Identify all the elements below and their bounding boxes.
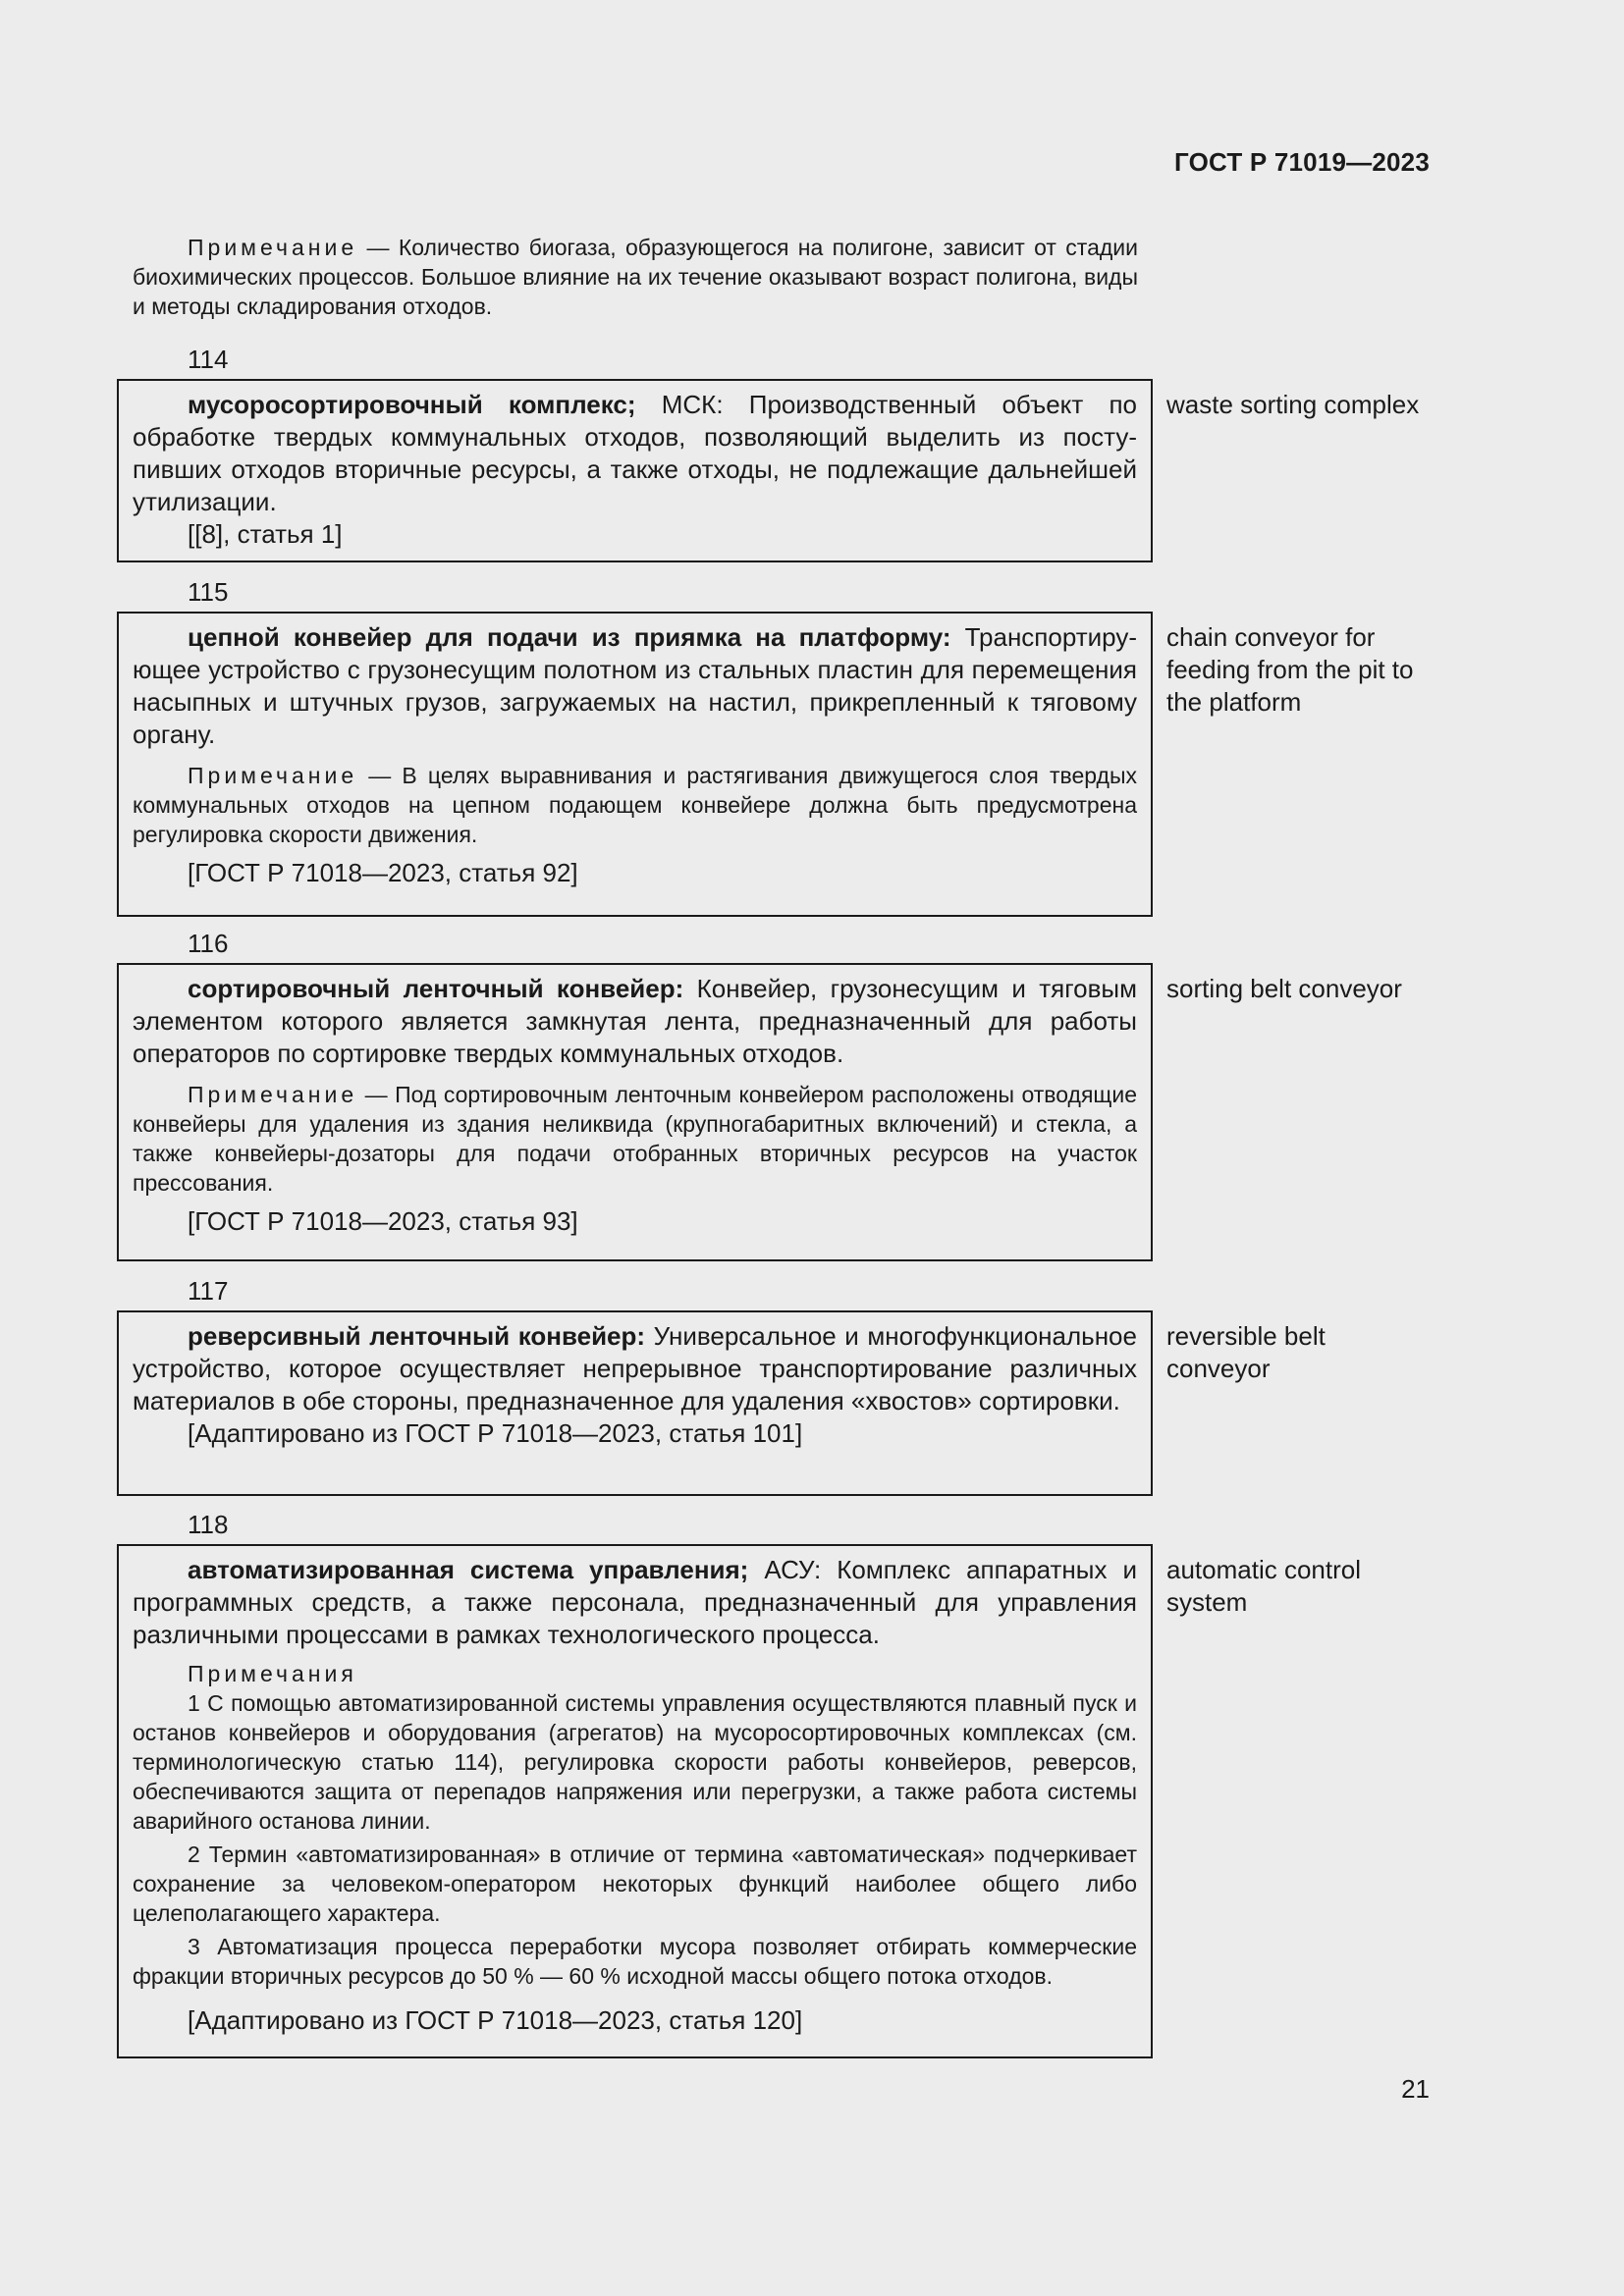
- entry-number: 114: [188, 345, 229, 374]
- lead-note: [133, 233, 1138, 321]
- entry-number: 118: [188, 1510, 229, 1539]
- definition-box: [117, 379, 1153, 562]
- entry-number: 115: [188, 577, 229, 607]
- definition-box: [117, 963, 1153, 1261]
- definition: Транспортирующее устройство с грузонесущим полотном из стальных пластин для перемещения насыпных и штучных грузов, загружаемых на настил, прикрепленный к тяговому органу.: [133, 622, 1138, 749]
- english-equivalent: waste sorting complex: [1166, 390, 1420, 419]
- definition-box: [117, 612, 1153, 917]
- note-text: — Под сортировочным ленточным конвейером расположены отводящие конвейеры для удаления из здания неликвида (крупногабаритных включений) и стекла, а также конвейеры-дозаторы для подачи отобранных вторичных ресурсов на участок прессования.: [133, 1082, 1137, 1196]
- term-entry-117: [117, 1271, 1326, 1496]
- term: реверсивный ленточный конвейер:: [188, 1321, 646, 1351]
- entry-number: 117: [188, 1276, 229, 1306]
- note-label: Примечание: [188, 235, 358, 260]
- note-text: — В целях выравнивания и растягивания движущегося слоя твердых коммунальных отходов на цепном подающем конвейере должна быть предусмотрена регулировка скорости движения.: [133, 763, 1137, 847]
- note-label: Примечание: [188, 763, 358, 788]
- note-item: 3 Автоматизация процесса переработки мусора позволяет отбирать коммерческие фракции вторичных ресурсов до 50 % — 60 % исходной массы общего потока отходов.: [133, 1934, 1137, 1989]
- definition: МСК: Производственный объект по обработке твердых коммунальных отходов, позволяющий выделить из поступивших отходов вторичные ресурсы, а также отходы, не подлежащие дальнейшей утилизации.: [133, 390, 1137, 516]
- note-item: 2 Термин «автоматизированная» в отличие от термина «автоматическая» подчеркивает сохранение за человеком-оператором некоторых функций наиболее общего либо целеполагающего характера.: [133, 1842, 1137, 1926]
- note-text: — Количество биогаза, образующегося на полигоне, зависит от стадии биохимических процессов. Большое влияние на их течение оказывают возраст полигона, виды и методы складирования отходов.: [133, 235, 1138, 319]
- source-reference: [ГОСТ Р 71018—2023, статья 92]: [188, 858, 578, 887]
- page-number: 21: [1401, 2074, 1430, 2104]
- definition-box: [117, 1544, 1153, 2058]
- definition: Универсальное и многофункциональное устройство, которое осуществляет непрерывное транспортирование различных материалов в обе стороны, предназначенное для удаления «хвостов» сортировки.: [133, 1321, 1137, 1415]
- term: сортировочный ленточный конвейер:: [188, 974, 684, 1003]
- term: мусоросортировочный комплекс;: [188, 390, 636, 419]
- definition: АСУ: Комплекс аппаратных и программных средств, а также персонала, предназначенный для управления различными процессами в рамках технологического процесса.: [133, 1555, 1137, 1649]
- source-reference: [[8], статья 1]: [188, 519, 343, 549]
- entry-number: 116: [188, 929, 229, 958]
- document-code: ГОСТ Р 71019—2023: [1174, 147, 1430, 177]
- source-reference: [Адаптировано из ГОСТ Р 71018—2023, статья 120]: [188, 2005, 803, 2035]
- term: автоматизированная система управления;: [188, 1555, 749, 1584]
- term-entry-118: [117, 1505, 1361, 2058]
- term-entry-116: [117, 924, 1402, 1261]
- english-equivalent: sorting belt conveyor: [1166, 974, 1402, 1003]
- definition: Конвейер, грузонесущим и тяговым элементом которого является замкнутая лента, предназначенный для работы операторов по сортировке твердых коммунальных отходов.: [133, 974, 1137, 1068]
- term-entry-115: [117, 572, 1414, 917]
- english-equivalent: reversible belt conveyor: [1166, 1321, 1326, 1383]
- source-reference: [Адаптировано из ГОСТ Р 71018—2023, статья 101]: [188, 1418, 803, 1448]
- term: цепной конвейер для подачи из приямка на платформу:: [188, 622, 951, 652]
- note-label: Примечание: [188, 1082, 358, 1107]
- note-item: 1 С помощью автоматизированной системы управления осуществляются плавный пуск и останов конвейеров и оборудования (агрегатов) на мусоросортировочных комплексах (см. терминологическую статью 114), регулировка скорости работы конвейеров, реверсов, обеспечиваются защита от перепадов напряжения или перегрузки, а также работа системы аварийного останова линии.: [133, 1690, 1137, 1834]
- source-reference: [ГОСТ Р 71018—2023, статья 93]: [188, 1206, 578, 1236]
- notes-label: Примечания: [188, 1661, 357, 1686]
- term-entry-114: [117, 340, 1420, 562]
- english-equivalent: chain conveyor for feeding from the pit to the platform: [1166, 622, 1414, 717]
- english-equivalent: automatic control system: [1166, 1555, 1361, 1617]
- definition-box: [117, 1310, 1153, 1496]
